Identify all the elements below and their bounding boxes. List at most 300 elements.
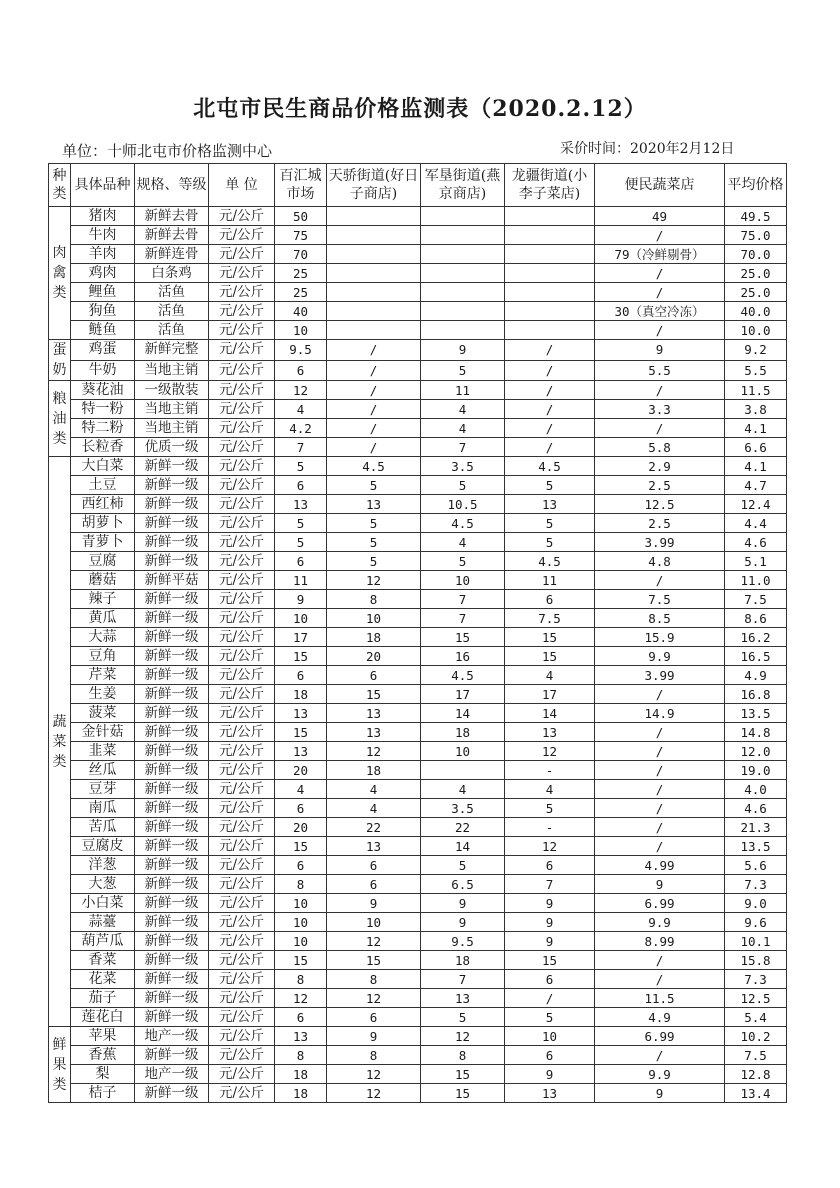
price-longjiang: 15 xyxy=(505,951,595,970)
item-name: 鸡肉 xyxy=(71,264,135,283)
price-longjiang xyxy=(505,226,595,245)
price-bianmin: / xyxy=(595,970,725,989)
price-bianmin: / xyxy=(595,818,725,837)
collection-time: 采价时间：2020年2月12日 xyxy=(560,141,735,157)
price-baihui: 6 xyxy=(275,666,327,685)
table-row xyxy=(49,647,787,666)
table-row xyxy=(49,207,787,226)
table-row xyxy=(49,989,787,1008)
price-bianmin: 4.8 xyxy=(595,552,725,571)
item-name: 小白菜 xyxy=(71,894,135,913)
price-tianjiao: 8 xyxy=(327,1046,421,1065)
item-spec: 新鲜一级 xyxy=(135,590,209,609)
price-average: 16.8 xyxy=(725,685,787,704)
price-junken: 6.5 xyxy=(421,875,505,894)
price-bianmin: 9 xyxy=(595,340,725,361)
price-tianjiao: 12 xyxy=(327,932,421,951)
item-name: 青萝卜 xyxy=(71,533,135,552)
price-junken: 3.5 xyxy=(421,799,505,818)
price-bianmin: 3.3 xyxy=(595,400,725,419)
price-average: 7.3 xyxy=(725,875,787,894)
item-name: 特二粉 xyxy=(71,419,135,438)
price-bianmin: / xyxy=(595,1046,725,1065)
item-unit: 元/公斤 xyxy=(209,856,275,875)
price-tianjiao: 18 xyxy=(327,628,421,647)
header-tianjiao: 天骄街道(好日子商店) xyxy=(327,164,421,207)
price-tianjiao: 10 xyxy=(327,913,421,932)
header-item: 具体品种 xyxy=(71,164,135,207)
item-name: 特一粉 xyxy=(71,400,135,419)
category-cell: 蛋奶 xyxy=(49,340,71,381)
price-longjiang: - xyxy=(505,761,595,780)
header-baihui: 百汇城市场 xyxy=(275,164,327,207)
item-spec: 新鲜一级 xyxy=(135,1084,209,1103)
price-longjiang: 9 xyxy=(505,1065,595,1084)
price-junken: 3.5 xyxy=(421,457,505,476)
table-row xyxy=(49,894,787,913)
item-unit: 元/公斤 xyxy=(209,321,275,340)
item-spec: 活鱼 xyxy=(135,321,209,340)
price-longjiang xyxy=(505,207,595,226)
item-name: 大白菜 xyxy=(71,457,135,476)
price-average: 10.2 xyxy=(725,1027,787,1046)
price-baihui: 13 xyxy=(275,704,327,723)
price-tianjiao: / xyxy=(327,419,421,438)
price-junken: 5 xyxy=(421,1008,505,1027)
price-tianjiao: 13 xyxy=(327,837,421,856)
price-longjiang: 10 xyxy=(505,1027,595,1046)
item-name: 莲花白 xyxy=(71,1008,135,1027)
price-baihui: 13 xyxy=(275,1027,327,1046)
price-bianmin: / xyxy=(595,742,725,761)
price-junken: 4 xyxy=(421,400,505,419)
table-row xyxy=(49,552,787,571)
item-unit: 元/公斤 xyxy=(209,970,275,989)
item-name: 大蒜 xyxy=(71,628,135,647)
price-baihui: 6 xyxy=(275,476,327,495)
header-bianmin: 便民蔬菜店 xyxy=(595,164,725,207)
item-unit: 元/公斤 xyxy=(209,666,275,685)
price-longjiang: 4.5 xyxy=(505,552,595,571)
price-average: 4.6 xyxy=(725,533,787,552)
price-tianjiao: 5 xyxy=(327,533,421,552)
item-spec: 白条鸡 xyxy=(135,264,209,283)
item-unit: 元/公斤 xyxy=(209,1027,275,1046)
price-tianjiao: 9 xyxy=(327,1027,421,1046)
item-spec: 新鲜一级 xyxy=(135,761,209,780)
price-tianjiao: 13 xyxy=(327,495,421,514)
price-bianmin: 9.9 xyxy=(595,1065,725,1084)
item-unit: 元/公斤 xyxy=(209,360,275,381)
page-title: 北屯市民生商品价格监测表（2020.2.12） xyxy=(193,96,647,122)
item-unit: 元/公斤 xyxy=(209,1008,275,1027)
item-unit: 元/公斤 xyxy=(209,723,275,742)
price-bianmin: / xyxy=(595,837,725,856)
price-longjiang: 6 xyxy=(505,590,595,609)
price-tianjiao: / xyxy=(327,340,421,361)
price-junken: 18 xyxy=(421,723,505,742)
price-tianjiao: / xyxy=(327,400,421,419)
price-bianmin: 6.99 xyxy=(595,894,725,913)
price-tianjiao: 10 xyxy=(327,609,421,628)
item-spec: 新鲜一级 xyxy=(135,647,209,666)
price-longjiang: 13 xyxy=(505,495,595,514)
header-average: 平均价格 xyxy=(725,164,787,207)
price-tianjiao: 6 xyxy=(327,875,421,894)
price-junken: 7 xyxy=(421,609,505,628)
item-spec: 新鲜一级 xyxy=(135,723,209,742)
category-cell: 鲜果类 xyxy=(49,1027,71,1103)
item-unit: 元/公斤 xyxy=(209,951,275,970)
price-bianmin: 3.99 xyxy=(595,666,725,685)
price-baihui: 20 xyxy=(275,761,327,780)
table-row xyxy=(49,571,787,590)
item-unit: 元/公斤 xyxy=(209,1065,275,1084)
item-unit: 元/公斤 xyxy=(209,283,275,302)
price-junken: 14 xyxy=(421,704,505,723)
price-bianmin: 5.8 xyxy=(595,438,725,457)
price-tianjiao xyxy=(327,283,421,302)
price-tianjiao xyxy=(327,245,421,264)
item-unit: 元/公斤 xyxy=(209,590,275,609)
item-unit: 元/公斤 xyxy=(209,302,275,321)
item-spec: 新鲜一级 xyxy=(135,970,209,989)
header-junken: 军垦街道(燕京商店) xyxy=(421,164,505,207)
price-junken xyxy=(421,283,505,302)
price-average: 12.5 xyxy=(725,989,787,1008)
price-average: 14.8 xyxy=(725,723,787,742)
price-average: 15.8 xyxy=(725,951,787,970)
item-spec: 新鲜一级 xyxy=(135,875,209,894)
item-spec: 新鲜一级 xyxy=(135,951,209,970)
item-name: 辣子 xyxy=(71,590,135,609)
price-baihui: 15 xyxy=(275,647,327,666)
price-baihui: 12 xyxy=(275,989,327,1008)
price-longjiang: / xyxy=(505,419,595,438)
price-tianjiao: 12 xyxy=(327,1084,421,1103)
item-spec: 新鲜连骨 xyxy=(135,245,209,264)
price-tianjiao: 8 xyxy=(327,970,421,989)
item-spec: 一级散装 xyxy=(135,381,209,400)
price-tianjiao: / xyxy=(327,360,421,381)
item-name: 蒜薹 xyxy=(71,913,135,932)
price-baihui: 13 xyxy=(275,495,327,514)
price-longjiang: 7.5 xyxy=(505,609,595,628)
table-row xyxy=(49,666,787,685)
item-name: 狗鱼 xyxy=(71,302,135,321)
price-longjiang: 7 xyxy=(505,875,595,894)
item-spec: 新鲜一级 xyxy=(135,628,209,647)
table-header-row xyxy=(49,164,787,207)
price-bianmin: 49 xyxy=(595,207,725,226)
item-name: 芹菜 xyxy=(71,666,135,685)
price-average: 9.6 xyxy=(725,913,787,932)
price-tianjiao: 18 xyxy=(327,761,421,780)
table-row xyxy=(49,533,787,552)
price-longjiang: - xyxy=(505,818,595,837)
table-row xyxy=(49,438,787,457)
item-spec: 新鲜一级 xyxy=(135,818,209,837)
header-longjiang: 龙疆街道(小李子菜店) xyxy=(505,164,595,207)
item-name: 黄瓜 xyxy=(71,609,135,628)
price-tianjiao: / xyxy=(327,438,421,457)
item-name: 菠菜 xyxy=(71,704,135,723)
price-longjiang: 17 xyxy=(505,685,595,704)
price-baihui: 7 xyxy=(275,438,327,457)
price-junken: 8 xyxy=(421,1046,505,1065)
price-bianmin: / xyxy=(595,761,725,780)
item-name: 西红柿 xyxy=(71,495,135,514)
price-bianmin: 11.5 xyxy=(595,989,725,1008)
item-spec: 新鲜一级 xyxy=(135,495,209,514)
table-row xyxy=(49,932,787,951)
item-name: 韭菜 xyxy=(71,742,135,761)
price-junken xyxy=(421,226,505,245)
price-baihui: 8 xyxy=(275,875,327,894)
price-longjiang: / xyxy=(505,438,595,457)
price-longjiang: 4 xyxy=(505,780,595,799)
unit-label: 单位：十师北屯市价格监测中心 xyxy=(62,142,273,160)
price-baihui: 11 xyxy=(275,571,327,590)
price-tianjiao: 13 xyxy=(327,704,421,723)
price-average: 40.0 xyxy=(725,302,787,321)
price-junken: 22 xyxy=(421,818,505,837)
item-unit: 元/公斤 xyxy=(209,818,275,837)
item-name: 生姜 xyxy=(71,685,135,704)
item-name: 香蕉 xyxy=(71,1046,135,1065)
price-junken: 9 xyxy=(421,913,505,932)
price-bianmin: / xyxy=(595,571,725,590)
price-junken: 18 xyxy=(421,951,505,970)
price-junken: 14 xyxy=(421,837,505,856)
item-name: 豆腐 xyxy=(71,552,135,571)
price-baihui: 18 xyxy=(275,685,327,704)
item-spec: 新鲜一级 xyxy=(135,989,209,1008)
price-longjiang: / xyxy=(505,360,595,381)
price-longjiang: 12 xyxy=(505,837,595,856)
price-average: 16.2 xyxy=(725,628,787,647)
item-spec: 新鲜一级 xyxy=(135,685,209,704)
price-bianmin: / xyxy=(595,321,725,340)
table-row xyxy=(49,856,787,875)
item-unit: 元/公斤 xyxy=(209,552,275,571)
price-longjiang: 9 xyxy=(505,894,595,913)
price-bianmin: / xyxy=(595,799,725,818)
price-average: 8.6 xyxy=(725,609,787,628)
price-baihui: 6 xyxy=(275,1008,327,1027)
price-baihui: 70 xyxy=(275,245,327,264)
item-name: 茄子 xyxy=(71,989,135,1008)
price-average: 5.1 xyxy=(725,552,787,571)
price-tianjiao: 4 xyxy=(327,799,421,818)
table-row xyxy=(49,495,787,514)
price-table xyxy=(48,163,787,1103)
price-tianjiao: 8 xyxy=(327,590,421,609)
price-tianjiao xyxy=(327,321,421,340)
price-bianmin: 12.5 xyxy=(595,495,725,514)
table-row xyxy=(49,761,787,780)
price-baihui: 25 xyxy=(275,264,327,283)
price-baihui: 50 xyxy=(275,207,327,226)
price-baihui: 5 xyxy=(275,457,327,476)
price-longjiang: 5 xyxy=(505,533,595,552)
price-average: 7.5 xyxy=(725,1046,787,1065)
price-bianmin: / xyxy=(595,264,725,283)
price-longjiang: 15 xyxy=(505,628,595,647)
item-name: 蘑菇 xyxy=(71,571,135,590)
price-longjiang: / xyxy=(505,989,595,1008)
item-unit: 元/公斤 xyxy=(209,932,275,951)
item-name: 梨 xyxy=(71,1065,135,1084)
table-row xyxy=(49,951,787,970)
item-spec: 新鲜一级 xyxy=(135,609,209,628)
price-average: 5.4 xyxy=(725,1008,787,1027)
price-baihui: 10 xyxy=(275,894,327,913)
price-bianmin: / xyxy=(595,419,725,438)
item-unit: 元/公斤 xyxy=(209,875,275,894)
item-unit: 元/公斤 xyxy=(209,245,275,264)
price-baihui: 13 xyxy=(275,742,327,761)
price-junken xyxy=(421,761,505,780)
price-longjiang: 15 xyxy=(505,647,595,666)
price-junken: 11 xyxy=(421,381,505,400)
price-average: 12.8 xyxy=(725,1065,787,1084)
price-baihui: 18 xyxy=(275,1084,327,1103)
item-name: 金针菇 xyxy=(71,723,135,742)
price-average: 11.5 xyxy=(725,381,787,400)
price-tianjiao xyxy=(327,302,421,321)
table-row xyxy=(49,1065,787,1084)
price-tianjiao: 22 xyxy=(327,818,421,837)
price-average: 5.6 xyxy=(725,856,787,875)
price-bianmin: / xyxy=(595,381,725,400)
price-bianmin: 14.9 xyxy=(595,704,725,723)
price-average: 16.5 xyxy=(725,647,787,666)
price-junken: 5 xyxy=(421,476,505,495)
price-average: 25.0 xyxy=(725,283,787,302)
price-baihui: 18 xyxy=(275,1065,327,1084)
price-average: 9.0 xyxy=(725,894,787,913)
price-tianjiao: 4 xyxy=(327,780,421,799)
price-average: 5.5 xyxy=(725,360,787,381)
price-average: 3.8 xyxy=(725,400,787,419)
price-bianmin: / xyxy=(595,780,725,799)
item-unit: 元/公斤 xyxy=(209,571,275,590)
item-unit: 元/公斤 xyxy=(209,628,275,647)
price-longjiang: 5 xyxy=(505,799,595,818)
table-row xyxy=(49,970,787,989)
price-junken: 9.5 xyxy=(421,932,505,951)
price-junken: 4 xyxy=(421,533,505,552)
item-spec: 地产一级 xyxy=(135,1027,209,1046)
table-row xyxy=(49,742,787,761)
price-average: 4.9 xyxy=(725,666,787,685)
price-average: 11.0 xyxy=(725,571,787,590)
price-junken: 13 xyxy=(421,989,505,1008)
price-longjiang: 6 xyxy=(505,970,595,989)
price-tianjiao: 6 xyxy=(327,1008,421,1027)
price-baihui: 6 xyxy=(275,799,327,818)
item-unit: 元/公斤 xyxy=(209,780,275,799)
price-longjiang: 4 xyxy=(505,666,595,685)
item-name: 长粒香 xyxy=(71,438,135,457)
price-average: 13.5 xyxy=(725,837,787,856)
price-baihui: 6 xyxy=(275,856,327,875)
price-bianmin: 6.99 xyxy=(595,1027,725,1046)
price-average: 13.4 xyxy=(725,1084,787,1103)
price-longjiang: 9 xyxy=(505,932,595,951)
price-average: 7.5 xyxy=(725,590,787,609)
item-unit: 元/公斤 xyxy=(209,207,275,226)
price-junken: 10 xyxy=(421,742,505,761)
item-spec: 活鱼 xyxy=(135,302,209,321)
price-bianmin: 30（真空冷冻） xyxy=(595,302,725,321)
item-spec: 新鲜去骨 xyxy=(135,226,209,245)
price-tianjiao: 12 xyxy=(327,742,421,761)
item-spec: 新鲜一级 xyxy=(135,704,209,723)
item-name: 牛奶 xyxy=(71,360,135,381)
table-row xyxy=(49,457,787,476)
price-bianmin: 2.5 xyxy=(595,514,725,533)
item-unit: 元/公斤 xyxy=(209,647,275,666)
item-spec: 新鲜去骨 xyxy=(135,207,209,226)
item-unit: 元/公斤 xyxy=(209,340,275,361)
item-name: 苦瓜 xyxy=(71,818,135,837)
price-average: 75.0 xyxy=(725,226,787,245)
price-tianjiao: 20 xyxy=(327,647,421,666)
price-longjiang: 13 xyxy=(505,1084,595,1103)
price-baihui: 6 xyxy=(275,360,327,381)
price-junken: 4.5 xyxy=(421,514,505,533)
price-baihui: 9 xyxy=(275,590,327,609)
price-junken: 17 xyxy=(421,685,505,704)
price-bianmin: 9 xyxy=(595,875,725,894)
price-tianjiao: 13 xyxy=(327,723,421,742)
price-average: 4.4 xyxy=(725,514,787,533)
price-baihui: 10 xyxy=(275,932,327,951)
price-baihui: 4 xyxy=(275,400,327,419)
item-name: 鲢鱼 xyxy=(71,321,135,340)
price-tianjiao: 5 xyxy=(327,476,421,495)
item-spec: 新鲜完整 xyxy=(135,340,209,361)
item-spec: 新鲜一级 xyxy=(135,913,209,932)
table-row xyxy=(49,340,787,361)
item-unit: 元/公斤 xyxy=(209,476,275,495)
item-unit: 元/公斤 xyxy=(209,1046,275,1065)
item-spec: 新鲜一级 xyxy=(135,742,209,761)
item-unit: 元/公斤 xyxy=(209,704,275,723)
item-unit: 元/公斤 xyxy=(209,799,275,818)
price-bianmin: 7.5 xyxy=(595,590,725,609)
header-unit: 单 位 xyxy=(209,164,275,207)
price-tianjiao xyxy=(327,226,421,245)
item-name: 葵花油 xyxy=(71,381,135,400)
price-junken xyxy=(421,264,505,283)
price-bianmin: 4.9 xyxy=(595,1008,725,1027)
price-longjiang xyxy=(505,245,595,264)
price-junken: 7 xyxy=(421,970,505,989)
price-average: 13.5 xyxy=(725,704,787,723)
price-bianmin: 8.5 xyxy=(595,609,725,628)
price-baihui: 75 xyxy=(275,226,327,245)
price-tianjiao: 15 xyxy=(327,685,421,704)
price-average: 9.2 xyxy=(725,340,787,361)
item-unit: 元/公斤 xyxy=(209,419,275,438)
table-row xyxy=(49,590,787,609)
price-bianmin: 9.9 xyxy=(595,647,725,666)
price-baihui: 25 xyxy=(275,283,327,302)
price-junken: 9 xyxy=(421,340,505,361)
